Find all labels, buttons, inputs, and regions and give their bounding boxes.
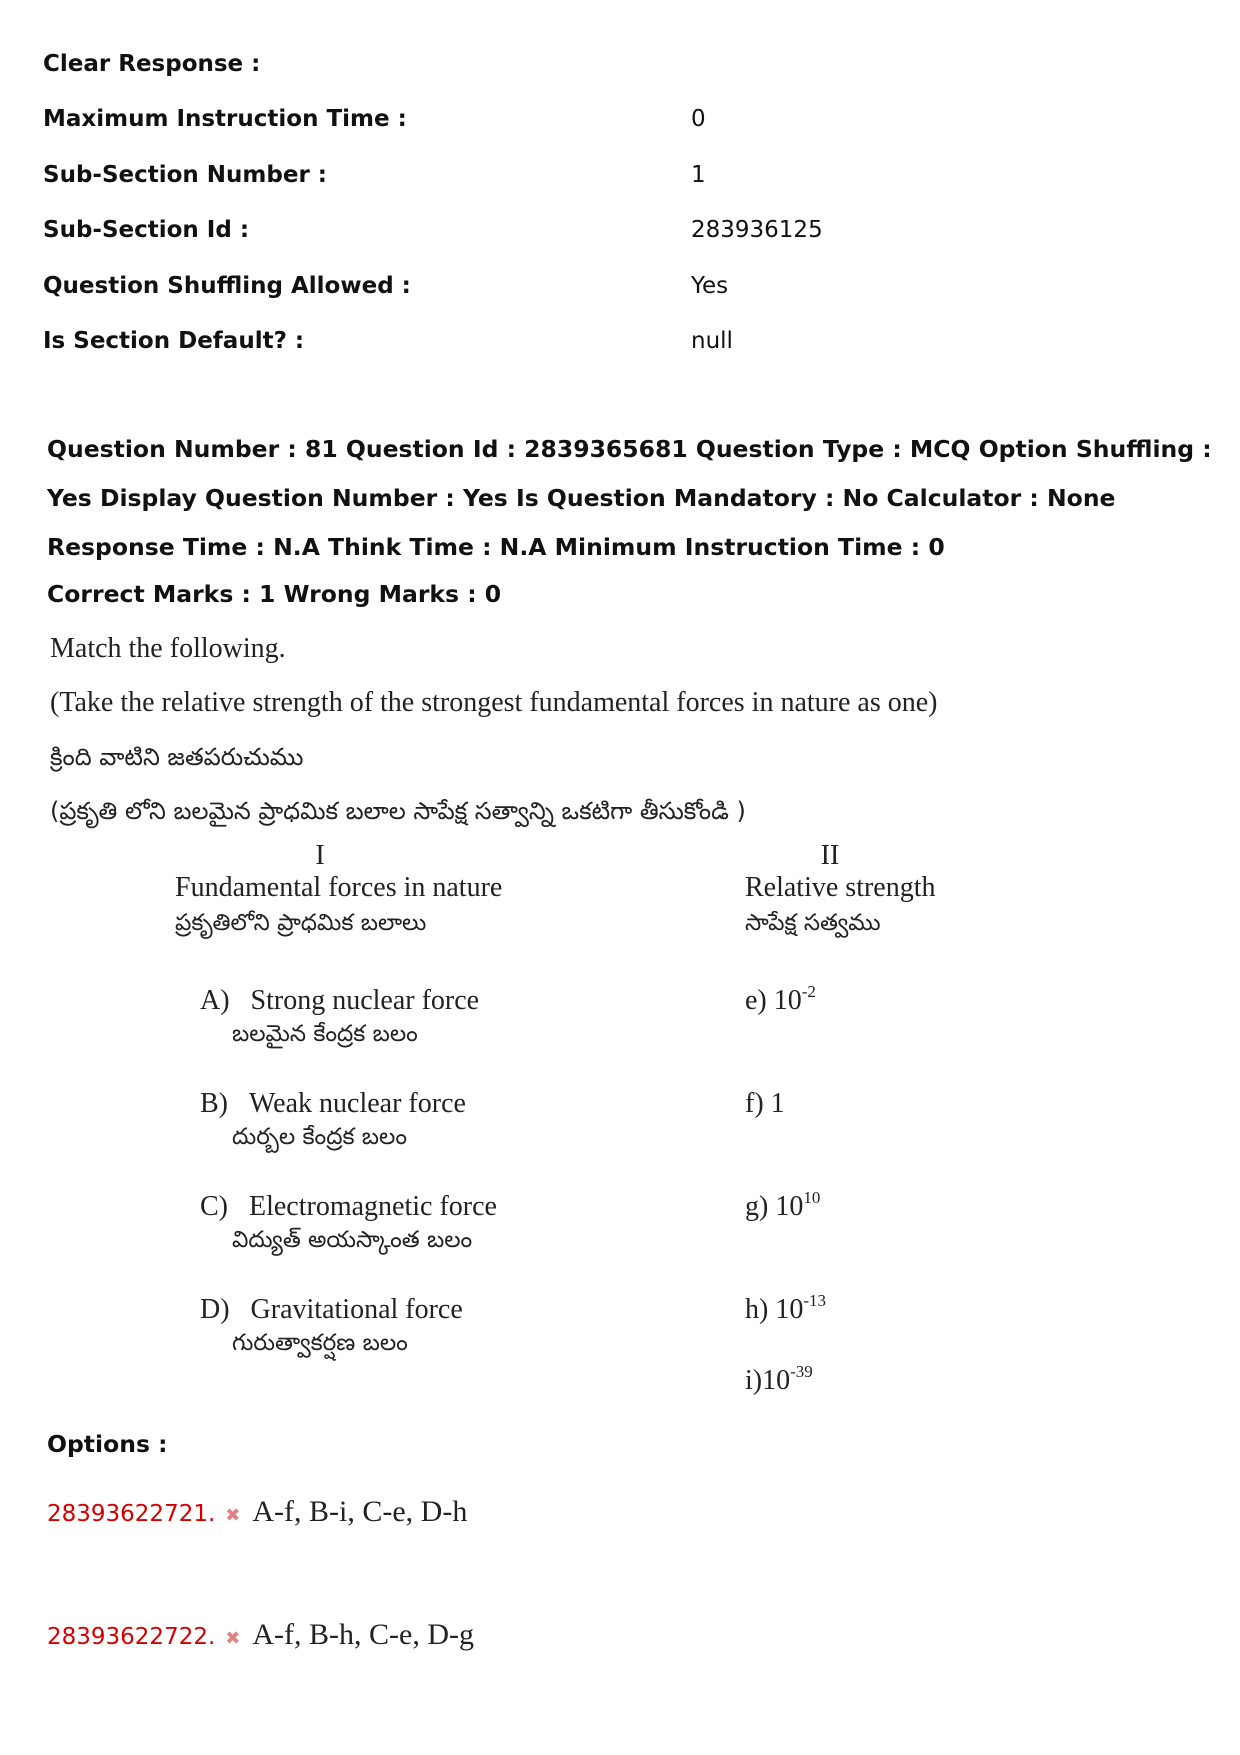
strength-item	[745, 1088, 785, 1120]
question-header: Question Number : 81 Question Id : 2839365681 Question Type : MCQ Option Shuffling : Yes Display Question Number : Yes Is Question Mandatory : No Calculator : None Response Time : N.A Think Time : N.A Minimum Instruction Time : 0	[47, 435, 1212, 561]
option-id: 28393622722.	[47, 1624, 216, 1650]
question-line-telugu: (ప్రకృతి లోని బలమైన ప్రాధమిక బలాల సాపేక్ష సత్వాన్ని ఒకటిగా తీసుకోండి )	[50, 797, 746, 825]
force-item	[200, 985, 479, 1053]
strength-item	[745, 1188, 821, 1223]
question-line-telugu: క్రింది వాటిని జతపరుచుము	[50, 743, 304, 771]
meta-label: Sub-Section Id :	[43, 217, 250, 244]
column-2-title-en: Relative strength	[745, 872, 936, 903]
strength-exponent: 10	[803, 1188, 821, 1207]
force-item	[200, 1294, 463, 1362]
force-key: C)	[200, 1191, 228, 1222]
force-en: Electromagnetic force	[249, 1191, 497, 1222]
column-1-title-te: ప్రకృతిలోని ప్రాధమిక బలాలు	[175, 910, 427, 936]
strength-exponent: -2	[801, 982, 816, 1001]
meta-label: Question Shuffling Allowed :	[43, 272, 411, 299]
force-item	[200, 1191, 497, 1259]
column-2-number: II	[820, 840, 840, 871]
force-te: గురుత్వాకర్షణ బలం	[232, 1330, 408, 1356]
option-id: 28393622721.	[47, 1501, 216, 1527]
strength-item	[745, 982, 816, 1017]
meta-label: Maximum Instruction Time :	[43, 106, 407, 133]
option-text: A-f, B-i, C-e, D-h	[252, 1495, 468, 1528]
strength-item	[745, 1362, 813, 1397]
force-en: Strong nuclear force	[250, 985, 480, 1016]
strength-key: g) 10	[745, 1191, 804, 1222]
wrong-mark-icon: ✖	[225, 1505, 241, 1526]
force-key: D)	[200, 1294, 230, 1325]
question-body	[50, 622, 1150, 838]
force-item	[200, 1088, 466, 1156]
force-te: దుర్బల కేంద్రక బలం	[232, 1124, 407, 1150]
column-1-header	[175, 840, 515, 942]
force-en: Weak nuclear force	[249, 1088, 466, 1119]
meta-value: 1	[691, 161, 706, 188]
meta-label: Is Section Default? :	[43, 328, 305, 355]
force-key: A)	[200, 985, 230, 1016]
question-line: (Take the relative strength of the strongest fundamental forces in nature as one)	[50, 687, 938, 718]
meta-value: Yes	[691, 272, 729, 299]
meta-row	[43, 92, 1143, 148]
meta-value: 0	[691, 106, 706, 133]
meta-row	[43, 36, 1143, 92]
strength-key: h) 10	[745, 1294, 804, 1325]
force-en: Gravitational force	[250, 1294, 463, 1325]
wrong-mark-icon: ✖	[225, 1628, 241, 1649]
strength-key: f) 1	[745, 1088, 785, 1119]
meta-label: Sub-Section Number :	[43, 161, 328, 188]
strength-key: e) 10	[745, 985, 802, 1016]
option-row[interactable]	[47, 1618, 474, 1652]
force-te: బలమైన కేంద్రక బలం	[232, 1021, 418, 1047]
strength-exponent: -13	[803, 1291, 826, 1310]
question-line: Match the following.	[50, 633, 286, 664]
option-row[interactable]	[47, 1495, 467, 1529]
column-2-title-te: సాపేక్ష సత్వము	[745, 910, 881, 936]
section-meta-table	[43, 36, 1143, 369]
option-text: A-f, B-h, C-e, D-g	[252, 1618, 474, 1651]
strength-item	[745, 1291, 826, 1326]
column-1-title-en: Fundamental forces in nature	[175, 872, 503, 903]
meta-value: null	[691, 328, 733, 355]
options-label: Options :	[47, 1430, 168, 1458]
column-1-number: I	[315, 840, 325, 871]
meta-row	[43, 147, 1143, 203]
question-marks: Correct Marks : 1 Wrong Marks : 0	[47, 580, 502, 608]
meta-value: 283936125	[691, 217, 823, 244]
meta-label: Clear Response :	[43, 50, 261, 77]
meta-row	[43, 258, 1143, 314]
column-2-header	[745, 840, 995, 942]
strength-key: i)10	[745, 1365, 791, 1396]
force-te: విద్యుత్ అయస్కాంత బలం	[232, 1227, 473, 1253]
force-key: B)	[200, 1088, 228, 1119]
meta-row	[43, 203, 1143, 259]
meta-row	[43, 314, 1143, 370]
strength-exponent: -39	[790, 1362, 813, 1381]
